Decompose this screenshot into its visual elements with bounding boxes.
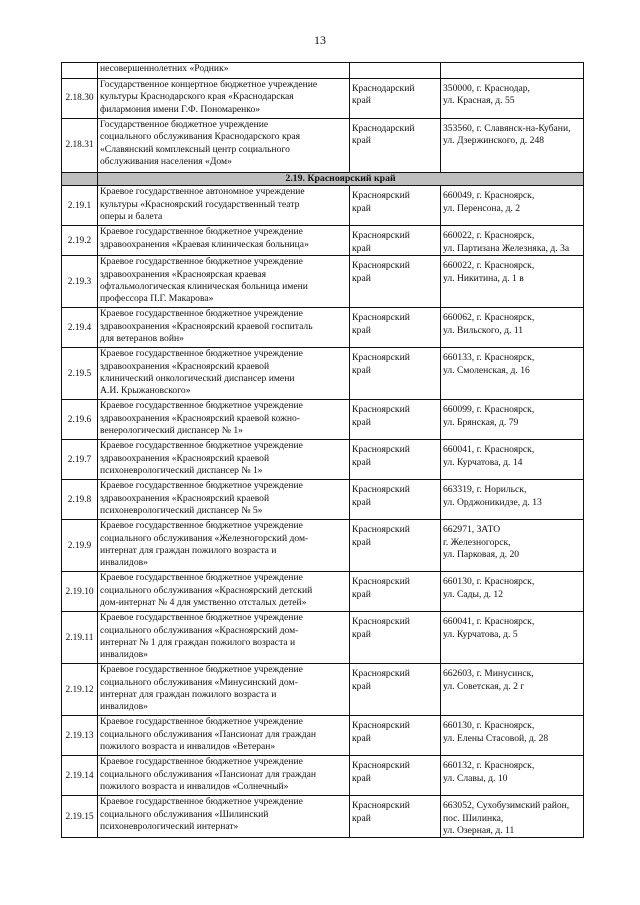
institution-name-line: клинический онкологический диспансер имени — [100, 373, 295, 385]
address-cell-line: 663052, Сухобузимский район, — [443, 800, 570, 812]
region-cell — [350, 308, 441, 348]
address-cell-line: ул. Озерная, д. 11 — [443, 825, 515, 837]
region-cell-line: Красноярский — [352, 668, 410, 680]
table-row — [62, 308, 584, 348]
institution-name-line: Краевое государственное бюджетное учреждение — [100, 716, 303, 728]
address-cell — [441, 79, 584, 119]
institution-name-line: А.И. Крыжановского» — [100, 385, 191, 397]
address-cell-line: 660133, г. Красноярск, — [443, 352, 535, 364]
institution-name-line: для ветеранов войн» — [100, 333, 184, 345]
table-row — [62, 480, 584, 520]
region-cell — [350, 440, 441, 480]
region-cell — [350, 716, 441, 756]
region-cell-line: край — [352, 628, 371, 640]
region-cell — [350, 348, 441, 400]
institution-name — [98, 400, 350, 440]
institution-name-line: «Славянский комплексный центр социального — [100, 143, 290, 155]
institution-name-line: культуры Краснодарского края «Краснодарская — [100, 91, 294, 103]
institution-name — [98, 796, 350, 838]
address-cell-line: ул. Парковая, д. 20 — [443, 549, 520, 561]
institution-name-line: Краевое государственное бюджетное учреждение — [100, 348, 303, 360]
region-cell-line: Красноярский — [352, 800, 410, 812]
address-cell-line: 660041, г. Красноярск, — [443, 444, 535, 456]
institution-name — [98, 226, 350, 256]
institution-name — [98, 520, 350, 572]
region-cell-line: Красноярский — [352, 404, 410, 416]
institution-name-line: дом-интернат № 4 для умственно отсталых детей» — [100, 597, 307, 609]
region-cell-line: Краснодарский — [352, 123, 415, 134]
address-cell-line: 660062, г. Красноярск, — [443, 312, 535, 324]
address-cell-line: ул. Сады, д. 12 — [443, 588, 504, 600]
institution-name-line: Краевое государственное бюджетное учреждение — [100, 796, 303, 808]
institution-name-line: Краевое государственное бюджетное учреждение — [100, 612, 303, 624]
address-cell-line: ул. Елены Стасовой, д. 28 — [443, 732, 549, 744]
address-cell-line: 660130, г. Красноярск, — [443, 576, 535, 588]
region-cell-line: Красноярский — [352, 312, 410, 324]
region-cell — [350, 664, 441, 716]
region-cell — [350, 520, 441, 572]
table-row — [62, 796, 584, 838]
institution-name-line: инвалидов» — [100, 701, 148, 713]
region-cell-line: Красноярский — [352, 190, 410, 202]
address-cell-line: ул. Советская, д. 2 г — [443, 680, 525, 692]
address-cell-line: г. Железногорск, — [443, 536, 511, 548]
institution-name — [98, 186, 350, 226]
address-cell-line: ул. Славы, д. 10 — [443, 772, 508, 784]
institution-name-line: пожилого возраста и инвалидов «Солнечный» — [100, 781, 289, 793]
address-cell — [441, 520, 584, 572]
institution-name-line: социального обслуживания «Пансионат для граждан — [100, 728, 316, 740]
row-number: 2.19.8 — [62, 480, 98, 520]
institution-name-line: Краевое государственное бюджетное учреждение — [100, 572, 303, 584]
region-cell-line: край — [352, 812, 371, 824]
row-number: 2.19.15 — [62, 796, 98, 838]
row-number: 2.19.10 — [62, 572, 98, 612]
table-row — [62, 63, 584, 79]
row-number: 2.19.4 — [62, 308, 98, 348]
institution-name-line: Краевое государственное автономное учреждение — [100, 186, 305, 198]
row-number: 2.19.9 — [62, 520, 98, 572]
region-cell-line: край — [352, 416, 371, 428]
address-cell-line: ул. Дзержинского, д. 248 — [443, 135, 545, 147]
table-row — [62, 400, 584, 440]
region-cell-line: край — [352, 680, 371, 692]
institution-name-line: Краевое государственное бюджетное учреждение — [100, 256, 303, 268]
region-cell — [350, 572, 441, 612]
region-cell-line: Красноярский — [352, 444, 410, 456]
table-row — [62, 756, 584, 796]
table-row — [62, 520, 584, 572]
row-number: 2.19.12 — [62, 664, 98, 716]
institution-name-line: обслуживания населения «Дом» — [100, 156, 232, 168]
institution-name-line: здравоохранения «Красноярский краевой кожно- — [100, 412, 301, 424]
institution-name-line: интернат для граждан пожилого возраста и — [100, 545, 277, 557]
institution-name — [98, 480, 350, 520]
page-number: 13 — [314, 33, 326, 47]
address-cell-line: ул. Вильского, д. 11 — [443, 324, 524, 336]
institution-name-line: Краевое государственное бюджетное учреждение — [100, 308, 303, 320]
institution-name-line: социального обслуживания Краснодарского края — [100, 131, 301, 143]
region-cell-line: край — [352, 536, 371, 548]
region-cell-line: Красноярский — [352, 260, 410, 272]
row-number: 2.19.3 — [62, 256, 98, 308]
institution-name-line: социального обслуживания «Красноярский детский — [100, 584, 313, 596]
address-cell — [441, 756, 584, 796]
institution-name — [98, 664, 350, 716]
address-cell — [441, 664, 584, 716]
address-cell-line: 660022, г. Красноярск, — [443, 260, 535, 272]
region-cell-line: край — [352, 135, 371, 147]
institution-name-line: психоневрологический диспансер № 5» — [100, 505, 263, 517]
row-number: 2.19.13 — [62, 716, 98, 756]
region-cell — [350, 79, 441, 119]
region-cell — [350, 256, 441, 308]
address-cell — [441, 119, 584, 173]
region-cell — [350, 756, 441, 796]
address-cell — [441, 348, 584, 400]
region-cell-line: край — [352, 588, 371, 600]
region-cell-line: Красноярский — [352, 616, 410, 628]
address-cell-line: 353560, г. Славянск-на-Кубани, — [443, 123, 571, 134]
region-cell-line: край — [352, 496, 371, 508]
institution-name-line: оперы и балета — [100, 211, 163, 223]
region-cell-line: Красноярский — [352, 484, 410, 496]
institution-name — [98, 79, 350, 119]
region-cell-line: Красноярский — [352, 524, 410, 536]
institution-name-line: здравоохранения «Краевая клиническая больница» — [100, 238, 309, 250]
address-cell — [441, 480, 584, 520]
address-cell-line: ул. Красная, д. 55 — [443, 95, 515, 107]
institution-name-line: венерологический диспансер № 1» — [100, 425, 243, 437]
address-cell-line: 660099, г. Красноярск, — [443, 404, 535, 416]
address-cell — [441, 400, 584, 440]
region-cell — [350, 63, 441, 79]
institution-name — [98, 348, 350, 400]
institution-name-line: офтальмологическая клиническая больница имени — [100, 281, 308, 293]
address-cell-line: ул. Брянская, д. 79 — [443, 416, 519, 428]
row-number: 2.19.6 — [62, 400, 98, 440]
institution-name-line: Краевое государственное бюджетное учреждение — [100, 440, 303, 452]
region-cell — [350, 612, 441, 664]
table-row — [62, 572, 584, 612]
address-cell-line: 663319, г. Норильск, — [443, 484, 527, 496]
address-cell-line: 660049, г. Красноярск, — [443, 190, 535, 202]
address-cell — [441, 612, 584, 664]
address-cell-line: 660041, г. Красноярск, — [443, 616, 535, 628]
institution-name-line: Государственное бюджетное учреждение — [100, 119, 269, 130]
institution-name-line: профессора П.Г. Макарова» — [100, 293, 214, 305]
address-cell-line: 660130, г. Красноярск, — [443, 720, 535, 732]
region-cell-line: край — [352, 364, 371, 376]
region-cell-line: край — [352, 772, 371, 784]
region-cell-line: край — [352, 202, 371, 214]
region-cell-line: край — [352, 456, 371, 468]
table-row — [62, 226, 584, 256]
address-cell-line: ул. Партизана Железняка, д. 3а — [443, 242, 570, 254]
institution-name-line: психоневрологический диспансер № 1» — [100, 465, 263, 477]
row-number: 2.19.1 — [62, 186, 98, 226]
region-cell-line: край — [352, 732, 371, 744]
region-cell — [350, 400, 441, 440]
institutions-table — [61, 62, 584, 838]
institution-name — [98, 119, 350, 173]
address-cell-line: ул. Орджоникидзе, д. 13 — [443, 496, 542, 508]
institution-name-line: здравоохранения «Красноярский краевой — [100, 452, 270, 464]
table-row — [62, 348, 584, 400]
table-row — [62, 716, 584, 756]
institution-name-line: здравоохранения «Красноярский краевой — [100, 492, 270, 504]
institution-name-line: Краевое государственное бюджетное учреждение — [100, 226, 303, 238]
region-cell-line: край — [352, 95, 371, 107]
institution-name-line: здравоохранения «Красноярский краевой госпиталь — [100, 320, 313, 332]
address-cell-line: ул. Смоленская, д. 16 — [443, 364, 530, 376]
region-cell-line: Красноярский — [352, 352, 410, 364]
institution-name-line: Краевое государственное бюджетное учреждение — [100, 756, 303, 768]
institution-name-line: интернат для граждан пожилого возраста и — [100, 689, 277, 701]
institution-name — [98, 63, 350, 79]
address-cell-line: ул. Курчатова, д. 14 — [443, 456, 523, 468]
section-number-cell — [62, 173, 98, 186]
institution-name — [98, 256, 350, 308]
address-cell — [441, 308, 584, 348]
institution-name-line: Краевое государственное бюджетное учреждение — [100, 520, 303, 532]
region-cell-line: край — [352, 272, 371, 284]
row-number: 2.19.14 — [62, 756, 98, 796]
institution-name-line: Краевое государственное бюджетное учреждение — [100, 480, 303, 492]
region-cell — [350, 480, 441, 520]
row-number: 2.18.30 — [62, 79, 98, 119]
region-cell-line: Красноярский — [352, 576, 410, 588]
region-cell-line: Краснодарский — [352, 83, 415, 94]
region-cell-line: Красноярский — [352, 760, 410, 772]
institution-name — [98, 612, 350, 664]
address-cell-line: 660022, г. Красноярск, — [443, 230, 535, 242]
institution-name-line: Краевое государственное бюджетное учреждение — [100, 664, 303, 676]
address-cell — [441, 226, 584, 256]
institution-name-line: инвалидов» — [100, 557, 148, 569]
institution-name-line: интернат № 1 для граждан пожилого возраста и — [100, 637, 296, 649]
address-cell — [441, 256, 584, 308]
address-cell — [441, 63, 584, 79]
institution-name — [98, 716, 350, 756]
institution-name-line: здравоохранения «Красноярский краевой — [100, 360, 270, 372]
institution-name-line: инвалидов» — [100, 649, 148, 661]
region-cell — [350, 796, 441, 838]
row-number: 2.19.2 — [62, 226, 98, 256]
institution-name-line: социального обслуживания «Минусинский дом- — [100, 676, 298, 688]
institution-name-line: несовершеннолетних «Родник» — [100, 63, 229, 74]
region-cell-line: Красноярский — [352, 230, 410, 242]
region-cell-line: Красноярский — [352, 720, 410, 732]
address-cell — [441, 186, 584, 226]
institution-name-line: социального обслуживания «Железногорский дом- — [100, 532, 309, 544]
institution-name — [98, 308, 350, 348]
address-cell — [441, 716, 584, 756]
row-number: 2.19.7 — [62, 440, 98, 480]
institution-name-line: филармония имени Г.Ф. Пономаренко» — [100, 103, 261, 115]
table-row — [62, 664, 584, 716]
row-number: 2.19.5 — [62, 348, 98, 400]
table-row — [62, 256, 584, 308]
institution-name-line: культуры «Красноярский государственный театр — [100, 198, 300, 210]
address-cell — [441, 796, 584, 838]
institution-name-line: психоневрологический интернат» — [100, 821, 239, 833]
address-cell-line: ул. Курчатова, д. 5 — [443, 628, 518, 640]
table-row — [62, 79, 584, 119]
address-cell-line: ул. Перенсона, д. 2 — [443, 202, 521, 214]
section-title: 2.19. Красноярский край — [98, 173, 584, 186]
address-cell-line: 662971, ЗАТО — [443, 524, 501, 536]
institution-name-line: пожилого возраста и инвалидов «Ветеран» — [100, 741, 276, 753]
table-body — [62, 63, 584, 838]
row-number: 2.19.11 — [62, 612, 98, 664]
address-cell-line: пос. Шилинка, — [443, 812, 504, 824]
region-cell — [350, 119, 441, 173]
institution-name — [98, 572, 350, 612]
region-cell — [350, 186, 441, 226]
table-row — [62, 119, 584, 173]
section-header-row — [62, 173, 584, 186]
institution-name — [98, 440, 350, 480]
address-cell-line: 662603, г. Минусинск, — [443, 668, 534, 680]
institution-name-line: социального обслуживания «Шилинский — [100, 808, 269, 820]
address-cell — [441, 572, 584, 612]
address-cell-line: 350000, г. Краснодар, — [443, 83, 530, 94]
institution-name-line: социального обслуживания «Красноярский дом- — [100, 624, 299, 636]
address-cell — [441, 440, 584, 480]
region-cell — [350, 226, 441, 256]
institution-name-line: Государственное концертное бюджетное учреждение — [100, 79, 318, 90]
row-number — [62, 63, 98, 79]
institution-name-line: социального обслуживания «Пансионат для граждан — [100, 768, 316, 780]
region-cell-line: край — [352, 324, 371, 336]
institution-name-line: здравоохранения «Красноярская краевая — [100, 268, 267, 280]
address-cell-line: ул. Никитина, д. 1 в — [443, 272, 524, 284]
institution-name — [98, 756, 350, 796]
table-row — [62, 440, 584, 480]
institution-name-line: Краевое государственное бюджетное учреждение — [100, 400, 303, 412]
table-row — [62, 612, 584, 664]
table-row — [62, 186, 584, 226]
region-cell-line: край — [352, 242, 371, 254]
address-cell-line: 660132, г. Красноярск, — [443, 760, 535, 772]
row-number: 2.18.31 — [62, 119, 98, 173]
